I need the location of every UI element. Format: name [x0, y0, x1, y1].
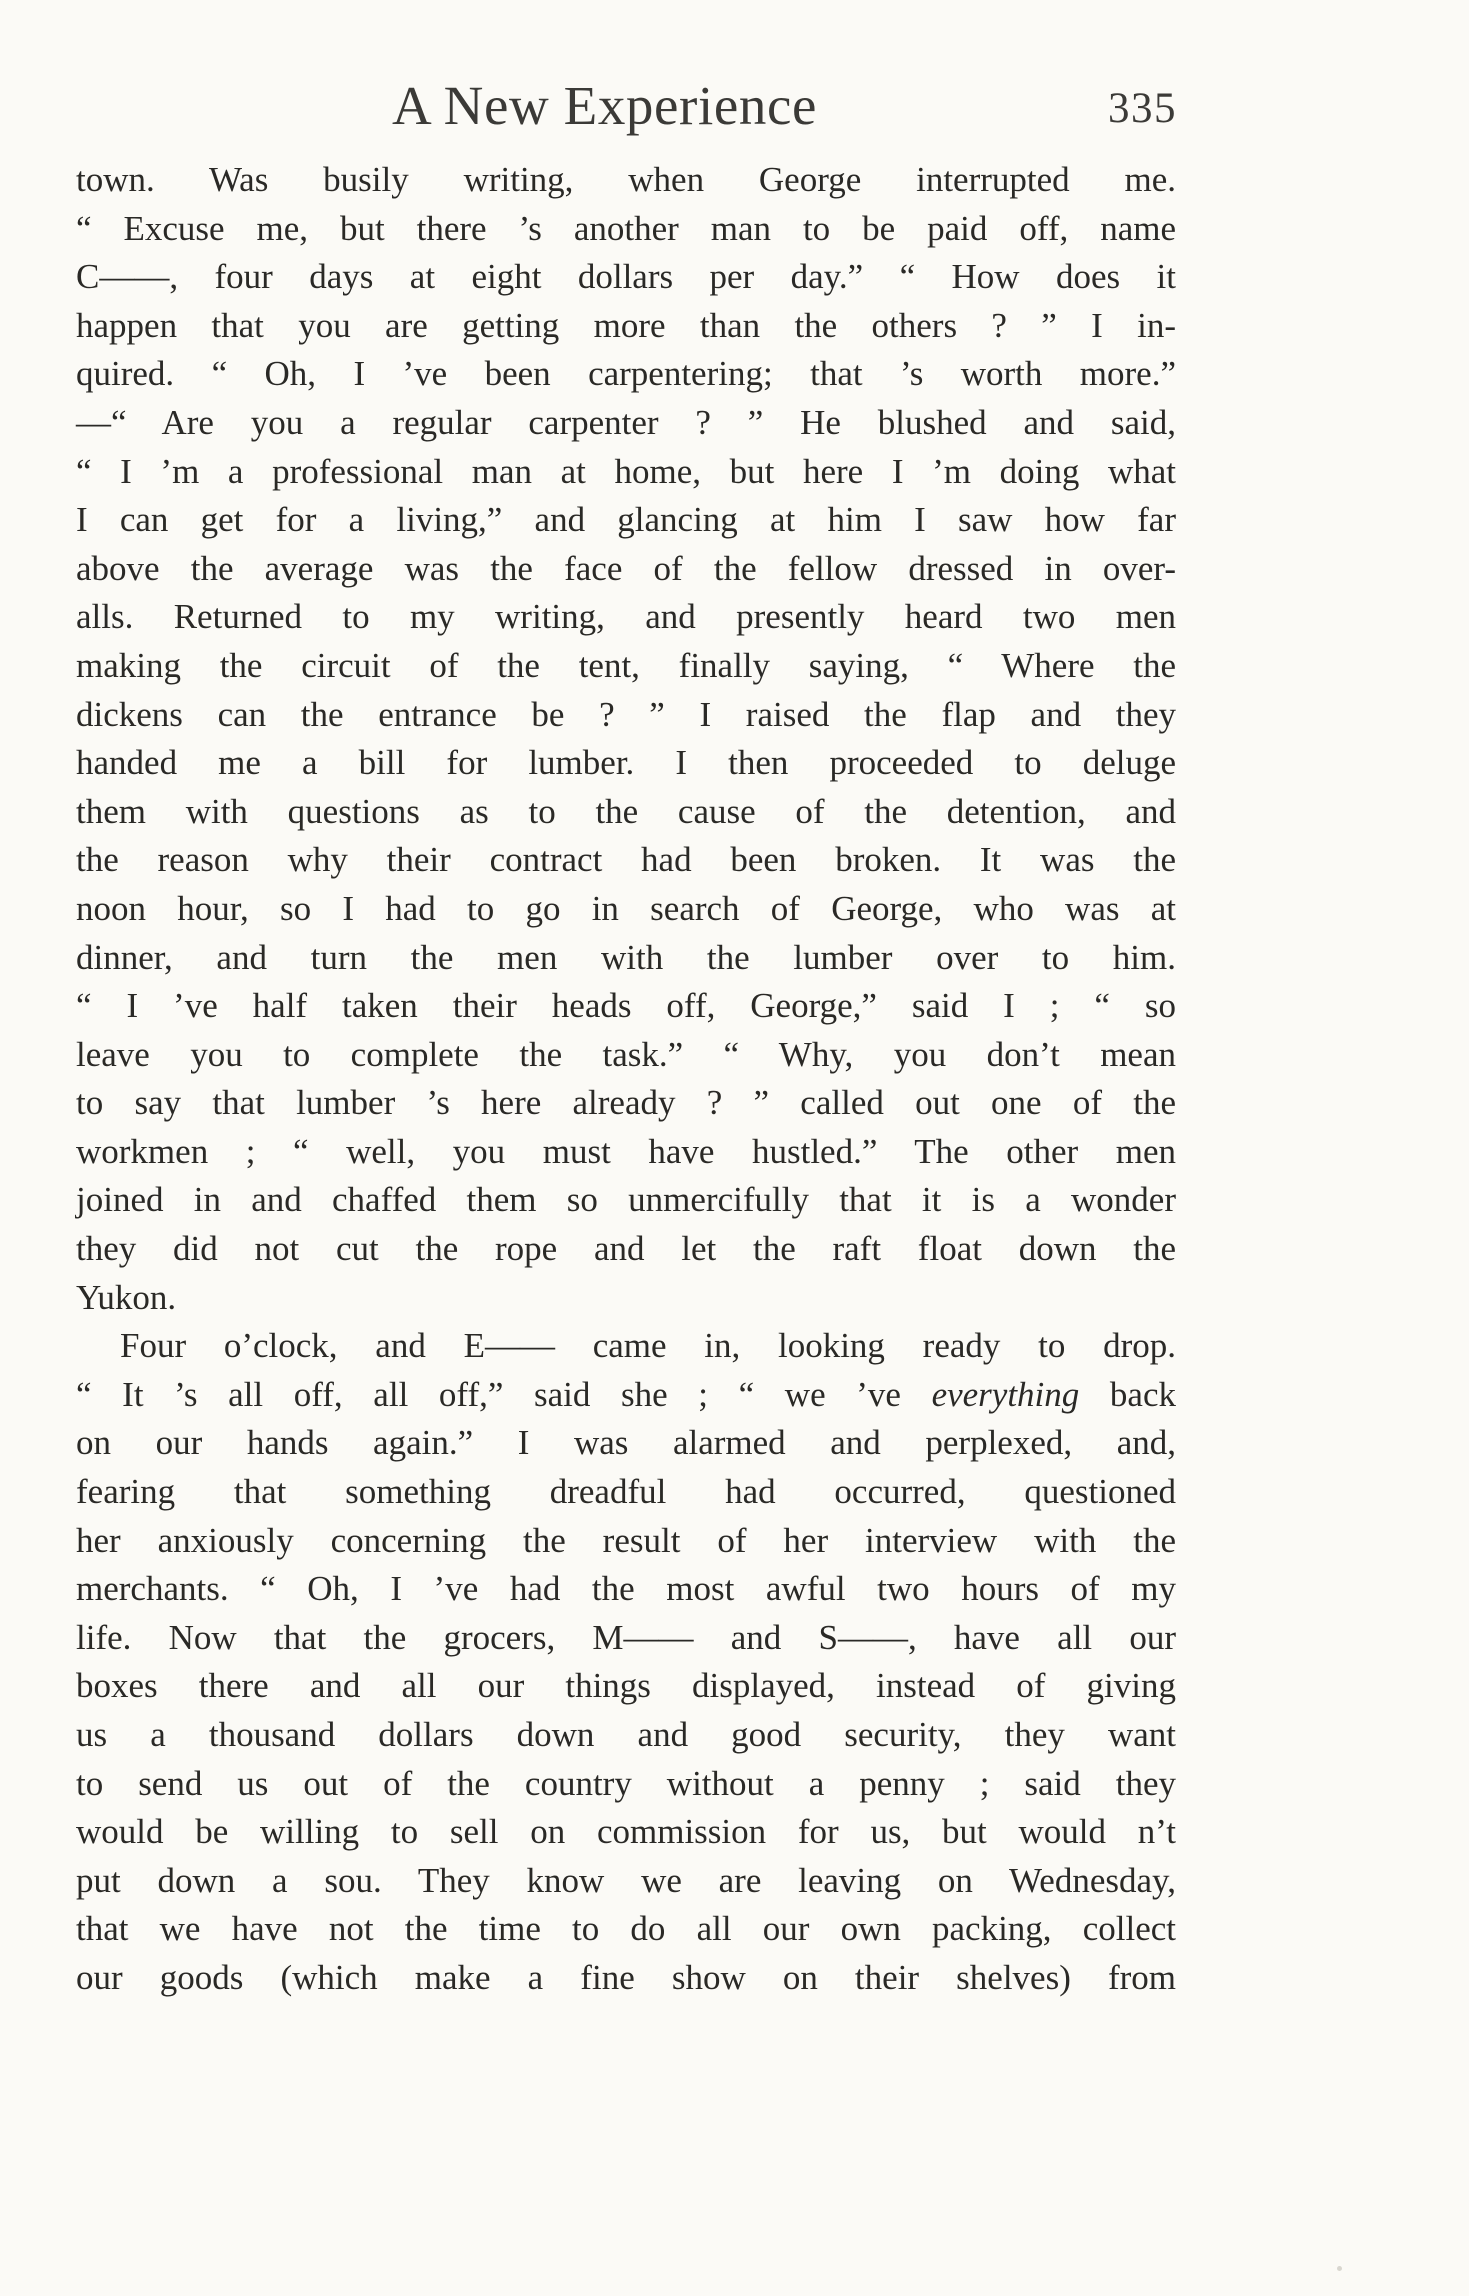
text-line: Yukon. [76, 1277, 177, 1317]
text-line: “ I ’m a professional man at home, but here I ’m doing what [76, 451, 1176, 491]
text-line: dinner, and turn the men with the lumber over to him. [76, 937, 1176, 977]
body-text [76, 156, 1176, 2003]
text-line: that we have not the time to do all our own packing, collect [76, 1909, 1176, 1949]
text-line: workmen ; “ well, you must have hustled.” The other men [76, 1131, 1176, 1171]
text-line: leave you to complete the task.” “ Why, you don’t mean [76, 1034, 1176, 1074]
text-line [76, 1371, 1176, 1420]
text-line: alls. Returned to my writing, and presently heard two men [76, 597, 1176, 637]
text-fragment: “ It ’s all off, all off,” said she ; “ we ’ve [76, 1374, 932, 1414]
paragraph-1 [76, 156, 1176, 1322]
paper-speck [1337, 2266, 1342, 2271]
text-line: quired. “ Oh, I ’ve been carpentering; that ’s worth more.” [76, 354, 1176, 394]
text-line: dickens can the entrance be ? ” I raised the flap and they [76, 694, 1176, 734]
text-line: fearing that something dreadful had occurred, questioned [76, 1472, 1176, 1512]
text-line: to send us out of the country without a penny ; said they [76, 1763, 1176, 1803]
text-line: above the average was the face of the fellow dressed in over- [76, 548, 1176, 588]
text-line: would be willing to sell on commission for us, but would n’t [76, 1812, 1176, 1852]
text-line: her anxiously concerning the result of her interview with the [76, 1520, 1176, 1560]
book-page [76, 60, 1176, 2003]
text-line: our goods (which make a fine show on their shelves) from [76, 1957, 1176, 1997]
text-line: us a thousand dollars down and good security, they want [76, 1715, 1176, 1754]
paragraph-2 [76, 1322, 1176, 2002]
text-line: town. Was busily writing, when George interrupted me. [76, 160, 1176, 199]
text-line: the reason why their contract had been broken. It was the [76, 840, 1176, 880]
text-line: to say that lumber ’s here already ? ” called out one of the [76, 1083, 1176, 1123]
text-line: put down a sou. They know we are leaving on Wednesday, [76, 1860, 1176, 1900]
running-title: A New Experience [392, 75, 817, 136]
text-line: making the circuit of the tent, finally saying, “ Where the [76, 645, 1176, 685]
text-line: —“ Are you a regular carpenter ? ” He blushed and said, [76, 402, 1176, 442]
text-line: “ Excuse me, but there ’s another man to be paid off, name [76, 208, 1176, 248]
text-line: Four o’clock, and E—— came in, looking ready to drop. [120, 1326, 1176, 1366]
text-line: boxes there and all our things displayed, instead of giving [76, 1666, 1176, 1706]
text-line: noon hour, so I had to go in search of George, who was at [76, 888, 1176, 928]
page-number: 335 [1108, 85, 1177, 132]
text-line: life. Now that the grocers, M—— and S——, have all our [76, 1617, 1176, 1657]
text-line: them with questions as to the cause of the detention, and [76, 791, 1176, 831]
text-line: handed me a bill for lumber. I then proceeded to deluge [76, 743, 1176, 783]
text-line: “ I ’ve half taken their heads off, George,” said I ; “ so [76, 986, 1176, 1026]
text-line: I can get for a living,” and glancing at him I saw how far [76, 500, 1176, 540]
text-line: happen that you are getting more than the others ? ” I in- [76, 305, 1176, 345]
running-head [76, 60, 1176, 156]
emphasized-word: everything [931, 1374, 1080, 1414]
text-line: merchants. “ Oh, I ’ve had the most awful two hours of my [76, 1569, 1176, 1609]
text-line: joined in and chaffed them so unmercifully that it is a wonder [76, 1180, 1176, 1220]
text-line: on our hands again.” I was alarmed and perplexed, and, [76, 1423, 1176, 1463]
text-line: they did not cut the rope and let the raft float down the [76, 1229, 1176, 1269]
text-line: C——, four days at eight dollars per day.” “ How does it [76, 257, 1176, 297]
text-fragment: back [1079, 1374, 1176, 1414]
